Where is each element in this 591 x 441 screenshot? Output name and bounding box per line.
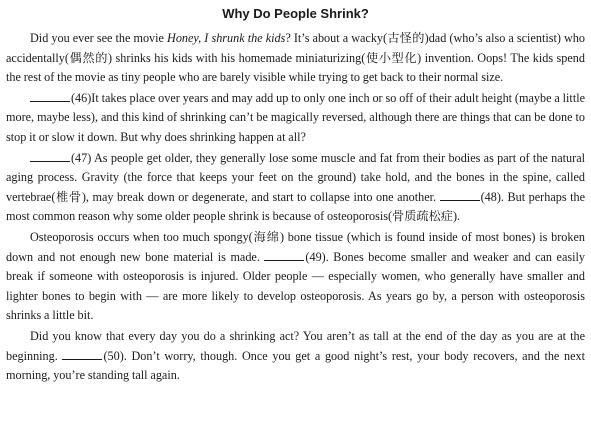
paragraph	[6, 228, 585, 326]
paragraph-text: (50). Don’t worry, though. Once you get a good night’s rest, your body recovers, and the next morning, you’re standing tall again.	[6, 348, 585, 383]
paragraph-text: (47) As people get older, they generally lose some muscle and fat from their bodies as part of the natural aging process. Gravity (the force that keeps your feet on the ground) take hold, and the bones in the spine, called vertebrae(椎骨), may break down or degenerate, and start to collapse into one another.	[6, 150, 585, 204]
paragraph	[6, 29, 585, 88]
paragraph-text: Did you ever see the movie	[30, 31, 168, 45]
paragraph	[6, 149, 585, 227]
paragraph-text: ? It’s about a wacky(古怪的)dad (who’s also a scientist) who accidentally(偶然的) shrinks his kids with his homemade miniaturizing(使小型化) invention. Oops! The kids spend the rest of the movie as tiny people who are barely visible while trying to get back to their normal size.	[6, 31, 585, 85]
answer-blank	[30, 150, 70, 162]
answer-blank	[30, 90, 70, 102]
paragraph	[6, 327, 585, 386]
page-title: Why Do People Shrink?	[222, 6, 369, 21]
paragraph-text: Did you know that every day you do a shrinking act? You aren’t as tall at the end of the day as you are at the beginning.	[6, 328, 585, 363]
answer-blank	[440, 189, 480, 201]
movie-title-text: Honey, I shrunk the kids	[167, 31, 286, 45]
passage-body	[6, 29, 585, 386]
paragraph	[6, 89, 585, 148]
paragraph-text: Osteoporosis occurs when too much spongy(海绵) bone tissue (which is found inside of most bones) is broken down and not enough new bone material is made.	[6, 229, 585, 264]
paragraph-text: (48). But perhaps the most common reason why some older people shrink is because of osteoporosis(骨质疏松症).	[6, 189, 585, 224]
answer-blank	[264, 249, 304, 261]
paragraph-text: (46)It takes place over years and may add up to only one inch or so off of their adult height (maybe a little more, maybe less), and this kind of shrinking can’t be magically reversed, although there are things that can be done to stop it or slow it down. But why does shrinking happen at all?	[6, 90, 585, 144]
paragraph-text: (49). Bones become smaller and weaker and can easily break if someone with osteoporosis is injured. Older people — especially women, who generally have smaller and lighter bones to begin with — are more likely to develop osteoporosis. As years go by, a person with osteoporosis shrinks a little bit.	[6, 249, 585, 323]
answer-blank	[62, 348, 102, 360]
